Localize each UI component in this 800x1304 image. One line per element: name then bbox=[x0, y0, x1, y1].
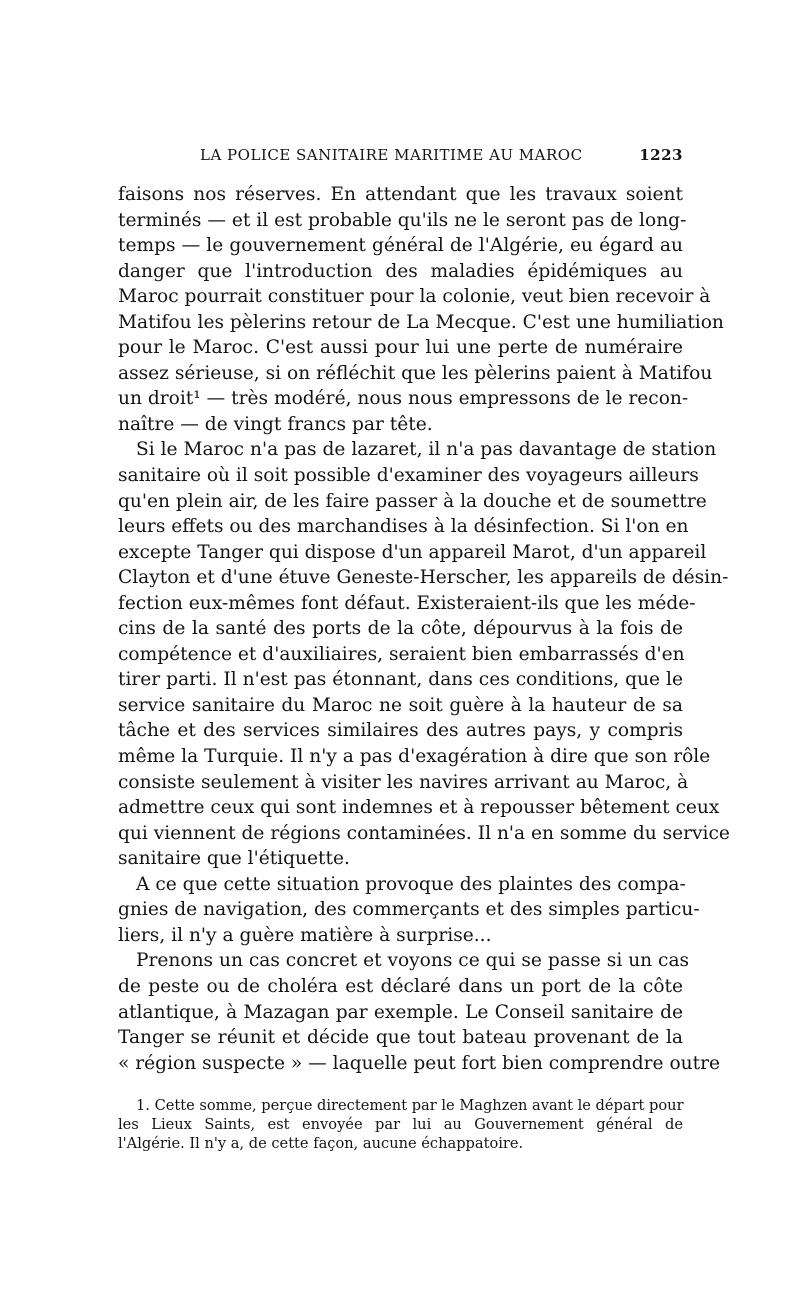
text-line: pour le Maroc. C'est aussi pour lui une perte de numéraire bbox=[118, 337, 683, 359]
text-line: danger que l'introduction des maladies épidémiques au bbox=[118, 260, 683, 282]
text-line: assez sérieuse, si on réfléchit que les pèlerins paient à Matifou bbox=[118, 362, 713, 384]
footnote-line: 1. Cette somme, perçue directement par le Maghzen avant le départ pour bbox=[136, 1097, 684, 1114]
text-line: qu'en plein air, de les faire passer à la douche et de soumettre bbox=[118, 490, 707, 512]
running-head bbox=[118, 146, 683, 168]
text-line: gnies de navigation, des commerçants et des simples particu- bbox=[118, 899, 700, 921]
text-line: Si le Maroc n'a pas de lazaret, il n'a pas davantage de station bbox=[136, 439, 717, 461]
text-line: Maroc pourrait constituer pour la colonie, veut bien recevoir à bbox=[118, 286, 711, 308]
text-line: Matifou les pèlerins retour de La Mecque. C'est une humiliation bbox=[118, 311, 724, 333]
text-line: un droit¹ — très modéré, nous nous empressons de le recon- bbox=[118, 388, 689, 410]
text-line: tâche et des services similaires des autres pays, y compris bbox=[118, 720, 683, 742]
text-line: « région suspecte » — laquelle peut fort bien comprendre outre bbox=[118, 1052, 720, 1074]
text-line: fection eux-mêmes font défaut. Existeraient-ils que les méde- bbox=[118, 592, 696, 614]
text-line: atlantique, à Mazagan par exemple. Le Conseil sanitaire de bbox=[118, 1001, 683, 1023]
page-number: 1223 bbox=[639, 146, 683, 164]
text-line: service sanitaire du Maroc ne soit guère à la hauteur de sa bbox=[118, 694, 683, 716]
text-line: terminés — et il est probable qu'ils ne le seront pas de long- bbox=[118, 209, 687, 231]
text-line: sanitaire que l'étiquette. bbox=[118, 848, 350, 870]
text-line: leurs effets ou des marchandises à la désinfection. Si l'on en bbox=[118, 516, 689, 538]
text-line: qui viennent de régions contaminées. Il n'a en somme du service bbox=[118, 822, 730, 844]
text-line: Clayton et d'une étuve Geneste-Herscher, les appareils de désin- bbox=[118, 567, 729, 589]
running-title: LA POLICE SANITAIRE MARITIME AU MAROC bbox=[200, 146, 583, 164]
text-line: temps — le gouvernement général de l'Algérie, eu égard au bbox=[118, 235, 683, 257]
text-line: liers, il n'y a guère matière à surprise... bbox=[118, 924, 492, 946]
text-line: Tanger se réunit et décide que tout bateau provenant de la bbox=[118, 1027, 683, 1049]
footnote-line: les Lieux Saints, est envoyée par lui au Gouvernement général de bbox=[118, 1116, 683, 1133]
text-line: A ce que cette situation provoque des plaintes des compa- bbox=[136, 873, 686, 895]
text-line: tirer parti. Il n'est pas étonnant, dans ces conditions, que le bbox=[118, 669, 683, 691]
text-line: cins de la santé des ports de la côte, dépourvus à la fois de bbox=[118, 618, 683, 640]
text-line: excepte Tanger qui dispose d'un appareil Marot, d'un appareil bbox=[118, 541, 707, 563]
text-line: consiste seulement à visiter les navires arrivant au Maroc, à bbox=[118, 771, 689, 793]
text-line: Prenons un cas concret et voyons ce qui se passe si un cas bbox=[136, 950, 690, 972]
body-text bbox=[118, 182, 730, 1076]
footnote bbox=[118, 1096, 683, 1153]
text-line: faisons nos réserves. En attendant que les travaux soient bbox=[118, 184, 683, 205]
text-line: même la Turquie. Il n'y a pas d'exagération à dire que son rôle bbox=[118, 746, 711, 768]
text-line: de peste ou de choléra est déclaré dans un port de la côte bbox=[118, 975, 683, 997]
text-line: compétence et d'auxiliaires, seraient bien embarrassés d'en bbox=[118, 643, 685, 665]
text-line: sanitaire où il soit possible d'examiner des voyageurs ailleurs bbox=[118, 465, 699, 487]
text-line: admettre ceux qui sont indemnes et à repousser bêtement ceux bbox=[118, 797, 720, 819]
footnote-line: l'Algérie. Il n'y a, de cette façon, aucune échappatoire. bbox=[118, 1135, 524, 1152]
text-line: naître — de vingt francs par tête. bbox=[118, 413, 433, 435]
